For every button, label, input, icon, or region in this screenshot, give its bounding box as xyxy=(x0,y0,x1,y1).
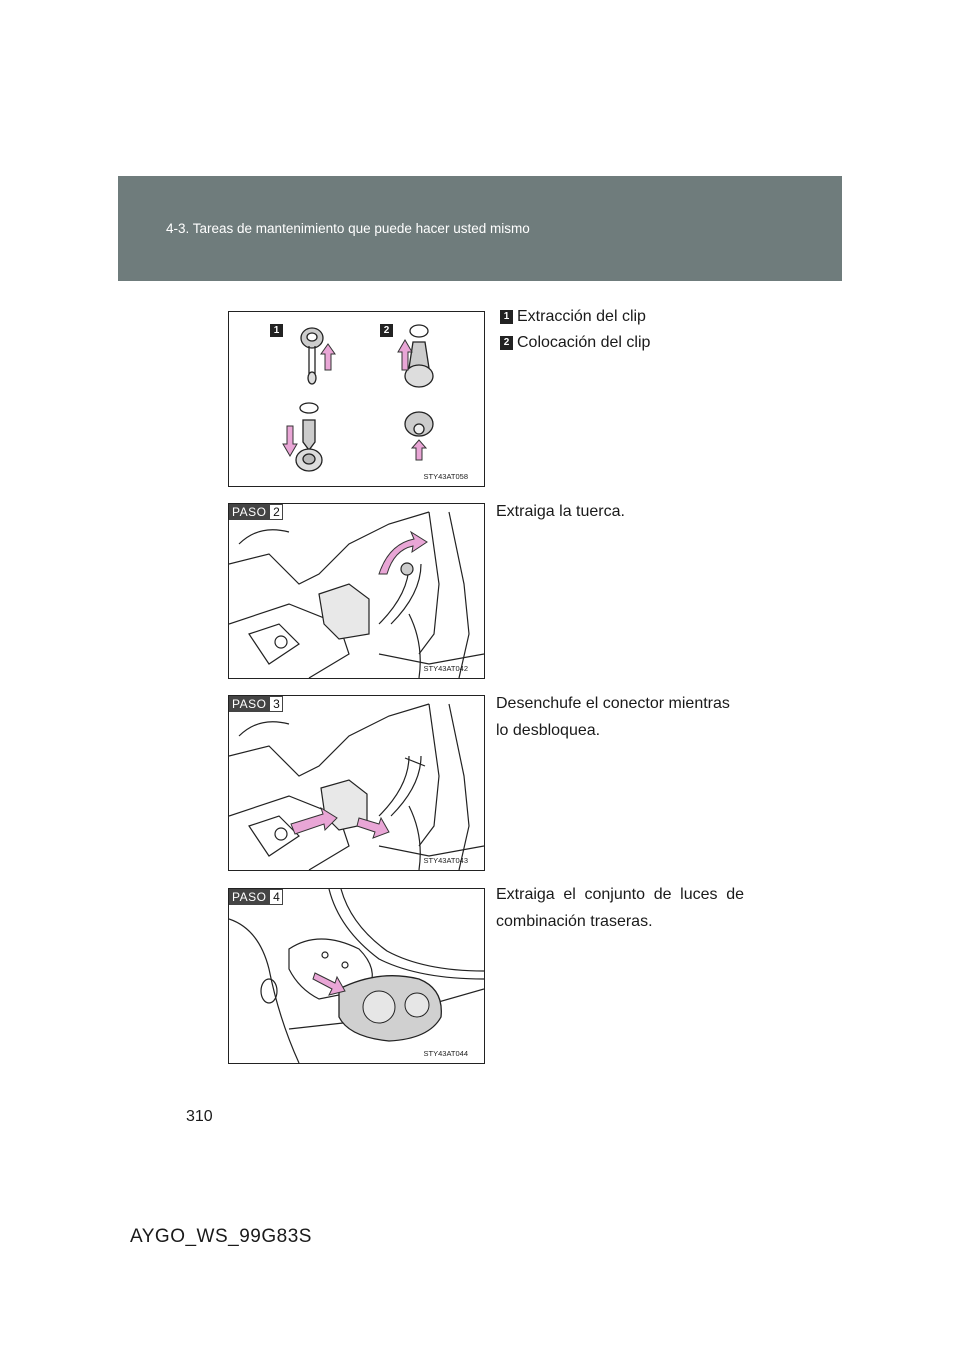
step-label xyxy=(229,504,283,520)
nut-removal-illustration xyxy=(229,504,484,678)
step4-line1: Extraiga el conjunto de luces de xyxy=(496,886,744,903)
figure-badge-2: 2 xyxy=(380,324,393,337)
step-number: 3 xyxy=(269,696,283,712)
clip-illustration xyxy=(229,312,484,486)
step4-instruction xyxy=(496,881,744,935)
step3-line1: Desenchufe el conector mientras xyxy=(496,695,730,712)
clip-figure xyxy=(228,311,485,487)
step3-instruction xyxy=(496,690,730,744)
connector-illustration xyxy=(229,696,484,870)
figure-code: STY43AT058 xyxy=(423,472,468,481)
tail-light-illustration xyxy=(229,889,484,1063)
legend-item xyxy=(500,334,650,352)
document-code: AYGO_WS_99G83S xyxy=(130,1226,312,1247)
figure-badge-1: 1 xyxy=(270,324,283,337)
step-label-text: PASO xyxy=(229,889,269,905)
step3-line2: lo desbloquea. xyxy=(496,722,601,739)
figure-code: STY43AT042 xyxy=(423,664,468,673)
step-label-text: PASO xyxy=(229,504,269,520)
step4-line2: combinación traseras. xyxy=(496,913,653,930)
legend-item xyxy=(500,308,646,326)
step3-figure xyxy=(228,695,485,871)
step2-figure xyxy=(228,503,485,679)
legend-badge: 1 xyxy=(500,310,513,324)
legend-text: Extracción del clip xyxy=(517,308,646,325)
step2-instruction: Extraiga la tuerca. xyxy=(496,503,625,520)
legend-text: Colocación del clip xyxy=(517,334,651,351)
step-number: 4 xyxy=(269,889,283,905)
section-header xyxy=(118,176,842,281)
figure-code: STY43AT043 xyxy=(423,856,468,865)
figure-code: STY43AT044 xyxy=(423,1049,468,1058)
step-number: 2 xyxy=(269,504,283,520)
step4-figure xyxy=(228,888,485,1064)
section-title: 4-3. Tareas de mantenimiento que puede hacer usted mismo xyxy=(166,221,530,236)
legend-badge: 2 xyxy=(500,336,513,350)
step-label xyxy=(229,696,283,712)
page-number: 310 xyxy=(186,1108,213,1125)
step-label xyxy=(229,889,283,905)
step-label-text: PASO xyxy=(229,696,269,712)
